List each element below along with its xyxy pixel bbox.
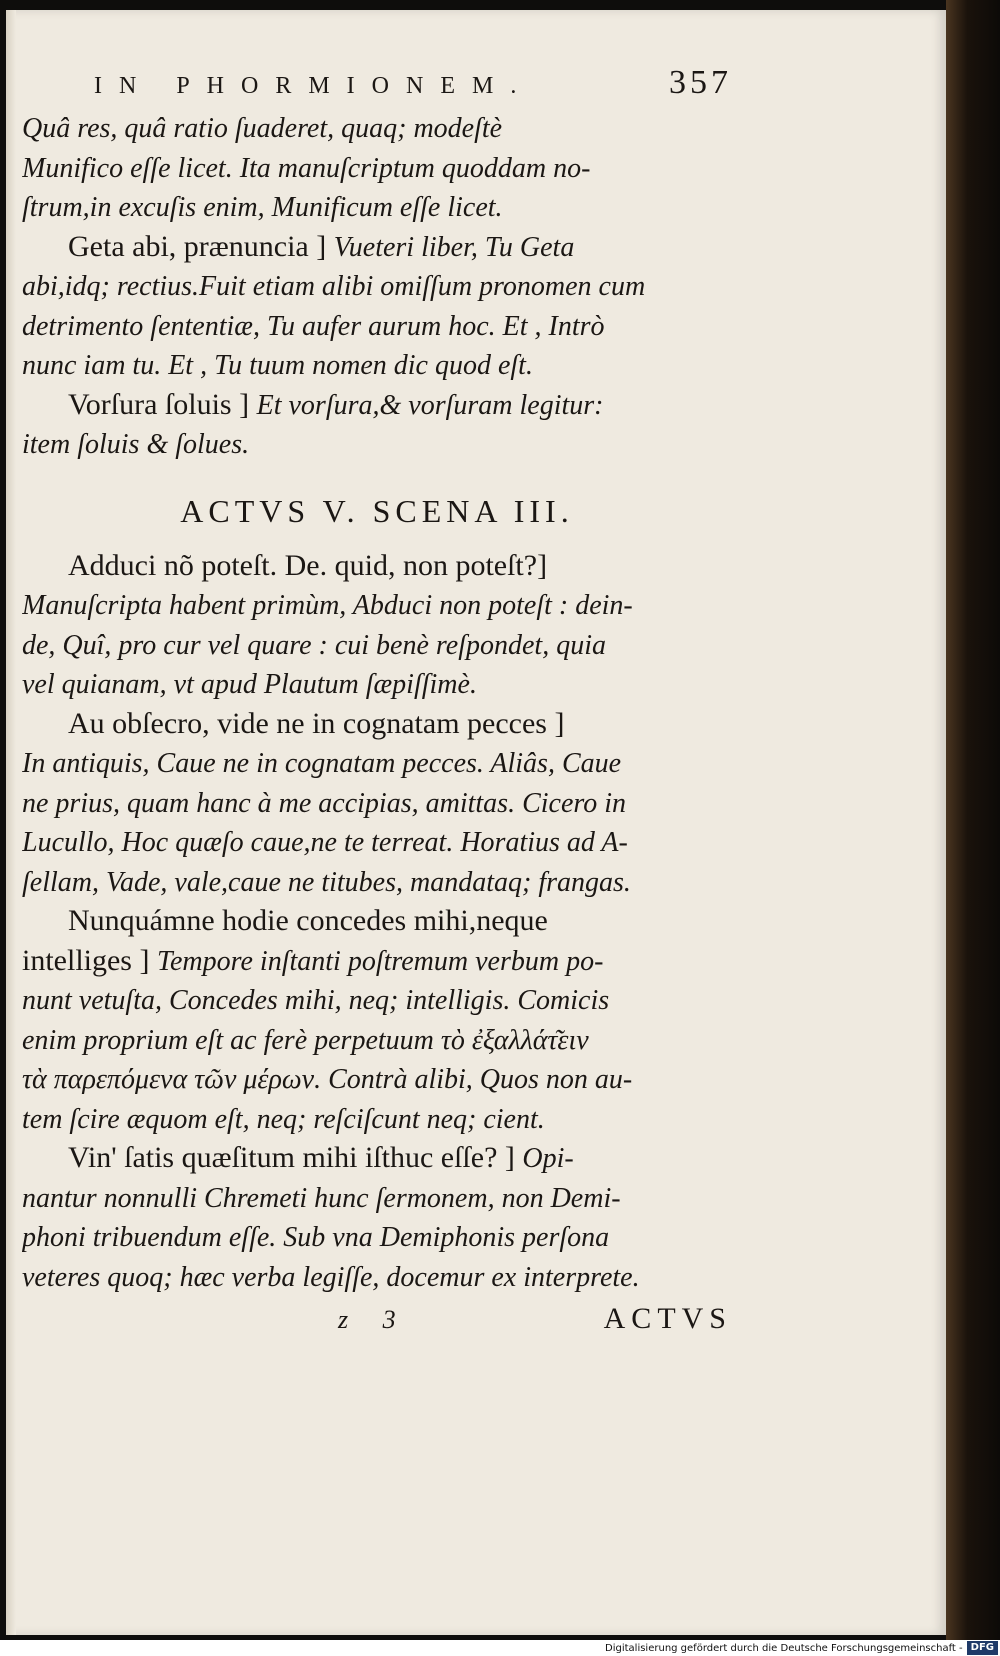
commentary-text: ſellam, Vade, vale,caue ne titubes, mandataq; frangas.	[22, 866, 631, 898]
text-line	[22, 546, 732, 586]
commentary-text: nunt vetuſta, Concedes mihi, neq; intelligis. Comicis	[22, 985, 610, 1016]
text-line	[22, 783, 732, 823]
commentary-text: τὰ παρεπόμενα τῶν μέρων. Contrà alibi, Quos non au-	[22, 1064, 633, 1095]
lemma-text: Nunquámne hodie concedes mihi,neque	[68, 904, 548, 937]
text-line	[22, 625, 732, 665]
text-line	[22, 664, 732, 704]
commentary-text: vel quianam, vt apud Plautum ſæpiſſimè.	[22, 669, 477, 700]
commentary-text: ſtrum,in excuſis enim, Munificum eſſe licet.	[22, 192, 503, 223]
page-number: 357	[669, 64, 732, 101]
lemma-text: Geta abi, prænuncia ]	[68, 229, 334, 263]
lemma-text: Vin' ſatis quæſitum mihi iſthuc eſſe? ]	[68, 1141, 523, 1174]
text-line	[22, 306, 732, 346]
commentary-text: Et vorſura,& vorſuram legitur:	[256, 389, 604, 421]
commentary-text: Vueteri liber, Tu Geta	[333, 231, 575, 263]
text-line	[22, 1059, 732, 1099]
lemma-text: intelliges ]	[22, 943, 157, 977]
commentary-text: Lucullo, Hoc quæſo caue,ne te terreat. Horatius ad A-	[22, 827, 628, 858]
dfg-logo: DFG	[967, 1641, 998, 1655]
text-line	[22, 704, 732, 744]
signature-line	[22, 1302, 732, 1342]
commentary-text: Munifico eſſe licet. Ita manuſcriptum quoddam no-	[22, 152, 591, 184]
commentary-block-1	[22, 108, 732, 464]
text-line	[22, 424, 732, 464]
commentary-block-2	[22, 546, 732, 1297]
text-line	[22, 1138, 732, 1178]
text-line	[22, 345, 732, 385]
text-line	[22, 266, 732, 306]
footer-credit: Digitalisierung gefördert durch die Deutsche Forschungsgemeinschaft -	[605, 1642, 963, 1654]
book-spine-edge	[946, 0, 1000, 1640]
commentary-text: phoni tribuendum eſſe. Sub vna Demiphonis perſona	[22, 1222, 610, 1253]
commentary-text: veteres quoq; hæc verba legiſſe, docemur ex interprete.	[22, 1261, 640, 1293]
text-line	[22, 1099, 732, 1139]
text-line	[22, 743, 732, 783]
text-line	[22, 862, 732, 902]
lemma-text: Adduci nõ poteſt. De. quid, non poteſt?]	[68, 548, 548, 582]
commentary-text: Manuſcripta habent primùm, Abduci non poteſt : dein-	[22, 590, 633, 621]
text-line	[22, 187, 732, 227]
commentary-text: Quâ res, quâ ratio ſuaderet, quaq; modeſtè	[22, 113, 503, 144]
page-gutter-shadow	[6, 10, 16, 1635]
commentary-text: item ſoluis & ſolues.	[22, 429, 250, 460]
commentary-text: Tempore inſtanti poſtremum verbum po-	[156, 945, 604, 977]
text-line	[22, 1217, 732, 1257]
lemma-text: Au obſecro, vide ne in cognatam pecces ]	[68, 706, 565, 740]
text-line	[22, 385, 732, 425]
catchword: ACTVS	[603, 1302, 732, 1335]
running-head	[94, 64, 732, 102]
lemma-text: Vorſura ſoluis ]	[68, 387, 257, 421]
text-line	[22, 901, 732, 941]
running-head-title: IN PHORMIONEM.	[94, 73, 534, 99]
commentary-text: In antiquis, Caue ne in cognatam pecces. Aliâs, Caue	[22, 748, 622, 779]
text-line	[22, 227, 732, 267]
text-line	[22, 1178, 732, 1218]
text-line	[22, 941, 732, 981]
signature-mark: z 3	[338, 1305, 410, 1334]
commentary-text: de, Quî, pro cur vel quare : cui benè reſpondet, quia	[22, 629, 606, 661]
text-line	[22, 822, 732, 862]
commentary-text: tem ſcire æquom eſt, neq; reſciſcunt neq; cient.	[22, 1103, 545, 1135]
text-line	[22, 148, 732, 188]
page-text-block	[22, 64, 732, 1342]
commentary-text: abi,idq; rectius.Fuit etiam alibi omiſſum pronomen cum	[22, 271, 646, 302]
commentary-text: enim proprium eſt ac ferè perpetuum τὸ ἐξαλλάτ͂ειν	[22, 1024, 589, 1056]
text-line	[22, 980, 732, 1020]
commentary-text: nunc iam tu. Et , Tu tuum nomen dic quod eſt.	[22, 350, 533, 381]
commentary-text: nantur nonnulli Chremeti hunc ſermonem, non Demi-	[22, 1182, 621, 1214]
commentary-text: detrimento ſententiæ, Tu aufer aurum hoc. Et , Intrò	[22, 310, 605, 342]
commentary-text: ne prius, quam hanc à me accipias, amittas. Cicero in	[22, 787, 627, 819]
text-line	[22, 1257, 732, 1297]
scene-heading: ACTVS V. SCENA III.	[180, 492, 574, 529]
commentary-text: Opi-	[522, 1143, 574, 1174]
text-line	[22, 108, 732, 148]
text-line	[22, 585, 732, 625]
digitization-footer	[0, 1640, 1000, 1656]
text-line	[22, 1020, 732, 1060]
